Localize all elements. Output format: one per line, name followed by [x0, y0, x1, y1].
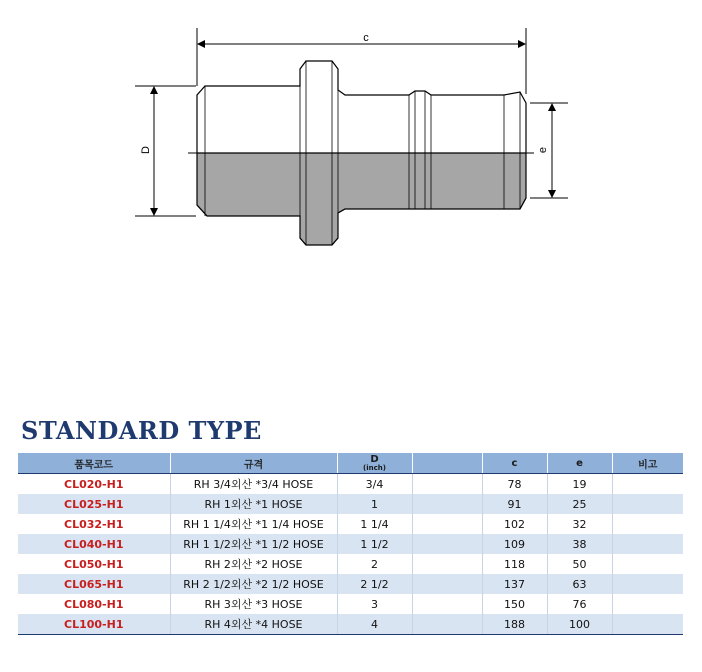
cell-d: 1 1/4 [337, 514, 412, 534]
cell-code: CL065-H1 [18, 574, 170, 594]
cell-note [612, 494, 683, 514]
table-row [18, 494, 683, 514]
header-e: e [547, 453, 612, 474]
cell-code: CL050-H1 [18, 554, 170, 574]
header-D-main: D [370, 454, 379, 465]
cell-spec: RH 3/4외산 *3/4 HOSE [170, 474, 337, 495]
cell-note [612, 554, 683, 574]
cell-blank [412, 574, 482, 594]
cell-c: 102 [482, 514, 547, 534]
cell-blank [412, 474, 482, 495]
table-row [18, 594, 683, 614]
cell-c: 109 [482, 534, 547, 554]
cell-c: 78 [482, 474, 547, 495]
cell-e: 25 [547, 494, 612, 514]
table-row [18, 534, 683, 554]
cell-e: 32 [547, 514, 612, 534]
cell-e: 50 [547, 554, 612, 574]
cell-d: 2 [337, 554, 412, 574]
header-note: 비고 [612, 453, 683, 474]
cell-d: 3 [337, 594, 412, 614]
cell-note [612, 594, 683, 614]
cell-blank [412, 554, 482, 574]
cell-blank [412, 594, 482, 614]
cell-spec: RH 3외산 *3 HOSE [170, 594, 337, 614]
fitting-drawing [0, 0, 702, 300]
cell-e: 63 [547, 574, 612, 594]
header-spec: 규격 [170, 453, 337, 474]
table-row [18, 614, 683, 635]
cell-note [612, 474, 683, 495]
cell-e: 19 [547, 474, 612, 495]
cell-c: 137 [482, 574, 547, 594]
cell-d: 1 [337, 494, 412, 514]
cell-d: 3/4 [337, 474, 412, 495]
cell-e: 38 [547, 534, 612, 554]
cell-code: CL025-H1 [18, 494, 170, 514]
cell-c: 188 [482, 614, 547, 635]
cell-blank [412, 614, 482, 635]
cell-c: 150 [482, 594, 547, 614]
table-row [18, 514, 683, 534]
header-blank [412, 453, 482, 474]
cell-code: CL080-H1 [18, 594, 170, 614]
dimension-D-label: D [140, 146, 152, 154]
table-row [18, 554, 683, 574]
cell-spec: RH 2 1/2외산 *2 1/2 HOSE [170, 574, 337, 594]
cell-blank [412, 534, 482, 554]
cell-note [612, 574, 683, 594]
section-title: STANDARD TYPE [21, 416, 262, 445]
cell-e: 76 [547, 594, 612, 614]
dimension-e-label: e [537, 146, 549, 154]
dimension-c-label: c [363, 32, 369, 44]
cell-note [612, 614, 683, 635]
table-header-row [18, 453, 683, 474]
table-row [18, 474, 683, 495]
cell-code: CL100-H1 [18, 614, 170, 635]
cell-code: CL020-H1 [18, 474, 170, 495]
cell-c: 91 [482, 494, 547, 514]
header-code: 품목코드 [18, 453, 170, 474]
cell-c: 118 [482, 554, 547, 574]
cell-note [612, 514, 683, 534]
cell-d: 4 [337, 614, 412, 635]
fitting-body-outline [197, 61, 526, 153]
spec-table [18, 453, 683, 635]
cell-blank [412, 494, 482, 514]
cell-spec: RH 4외산 *4 HOSE [170, 614, 337, 635]
cell-spec: RH 1외산 *1 HOSE [170, 494, 337, 514]
cell-blank [412, 514, 482, 534]
fitting-shaded-half [197, 153, 526, 245]
cell-d: 2 1/2 [337, 574, 412, 594]
header-D-unit: (inch) [363, 464, 386, 472]
cell-note [612, 534, 683, 554]
cell-spec: RH 2외산 *2 HOSE [170, 554, 337, 574]
cell-d: 1 1/2 [337, 534, 412, 554]
cell-spec: RH 1 1/4외산 *1 1/4 HOSE [170, 514, 337, 534]
cell-code: CL032-H1 [18, 514, 170, 534]
header-c: c [482, 453, 547, 474]
cell-spec: RH 1 1/2외산 *1 1/2 HOSE [170, 534, 337, 554]
cell-e: 100 [547, 614, 612, 635]
header-D [337, 453, 412, 474]
cell-code: CL040-H1 [18, 534, 170, 554]
table-row [18, 574, 683, 594]
